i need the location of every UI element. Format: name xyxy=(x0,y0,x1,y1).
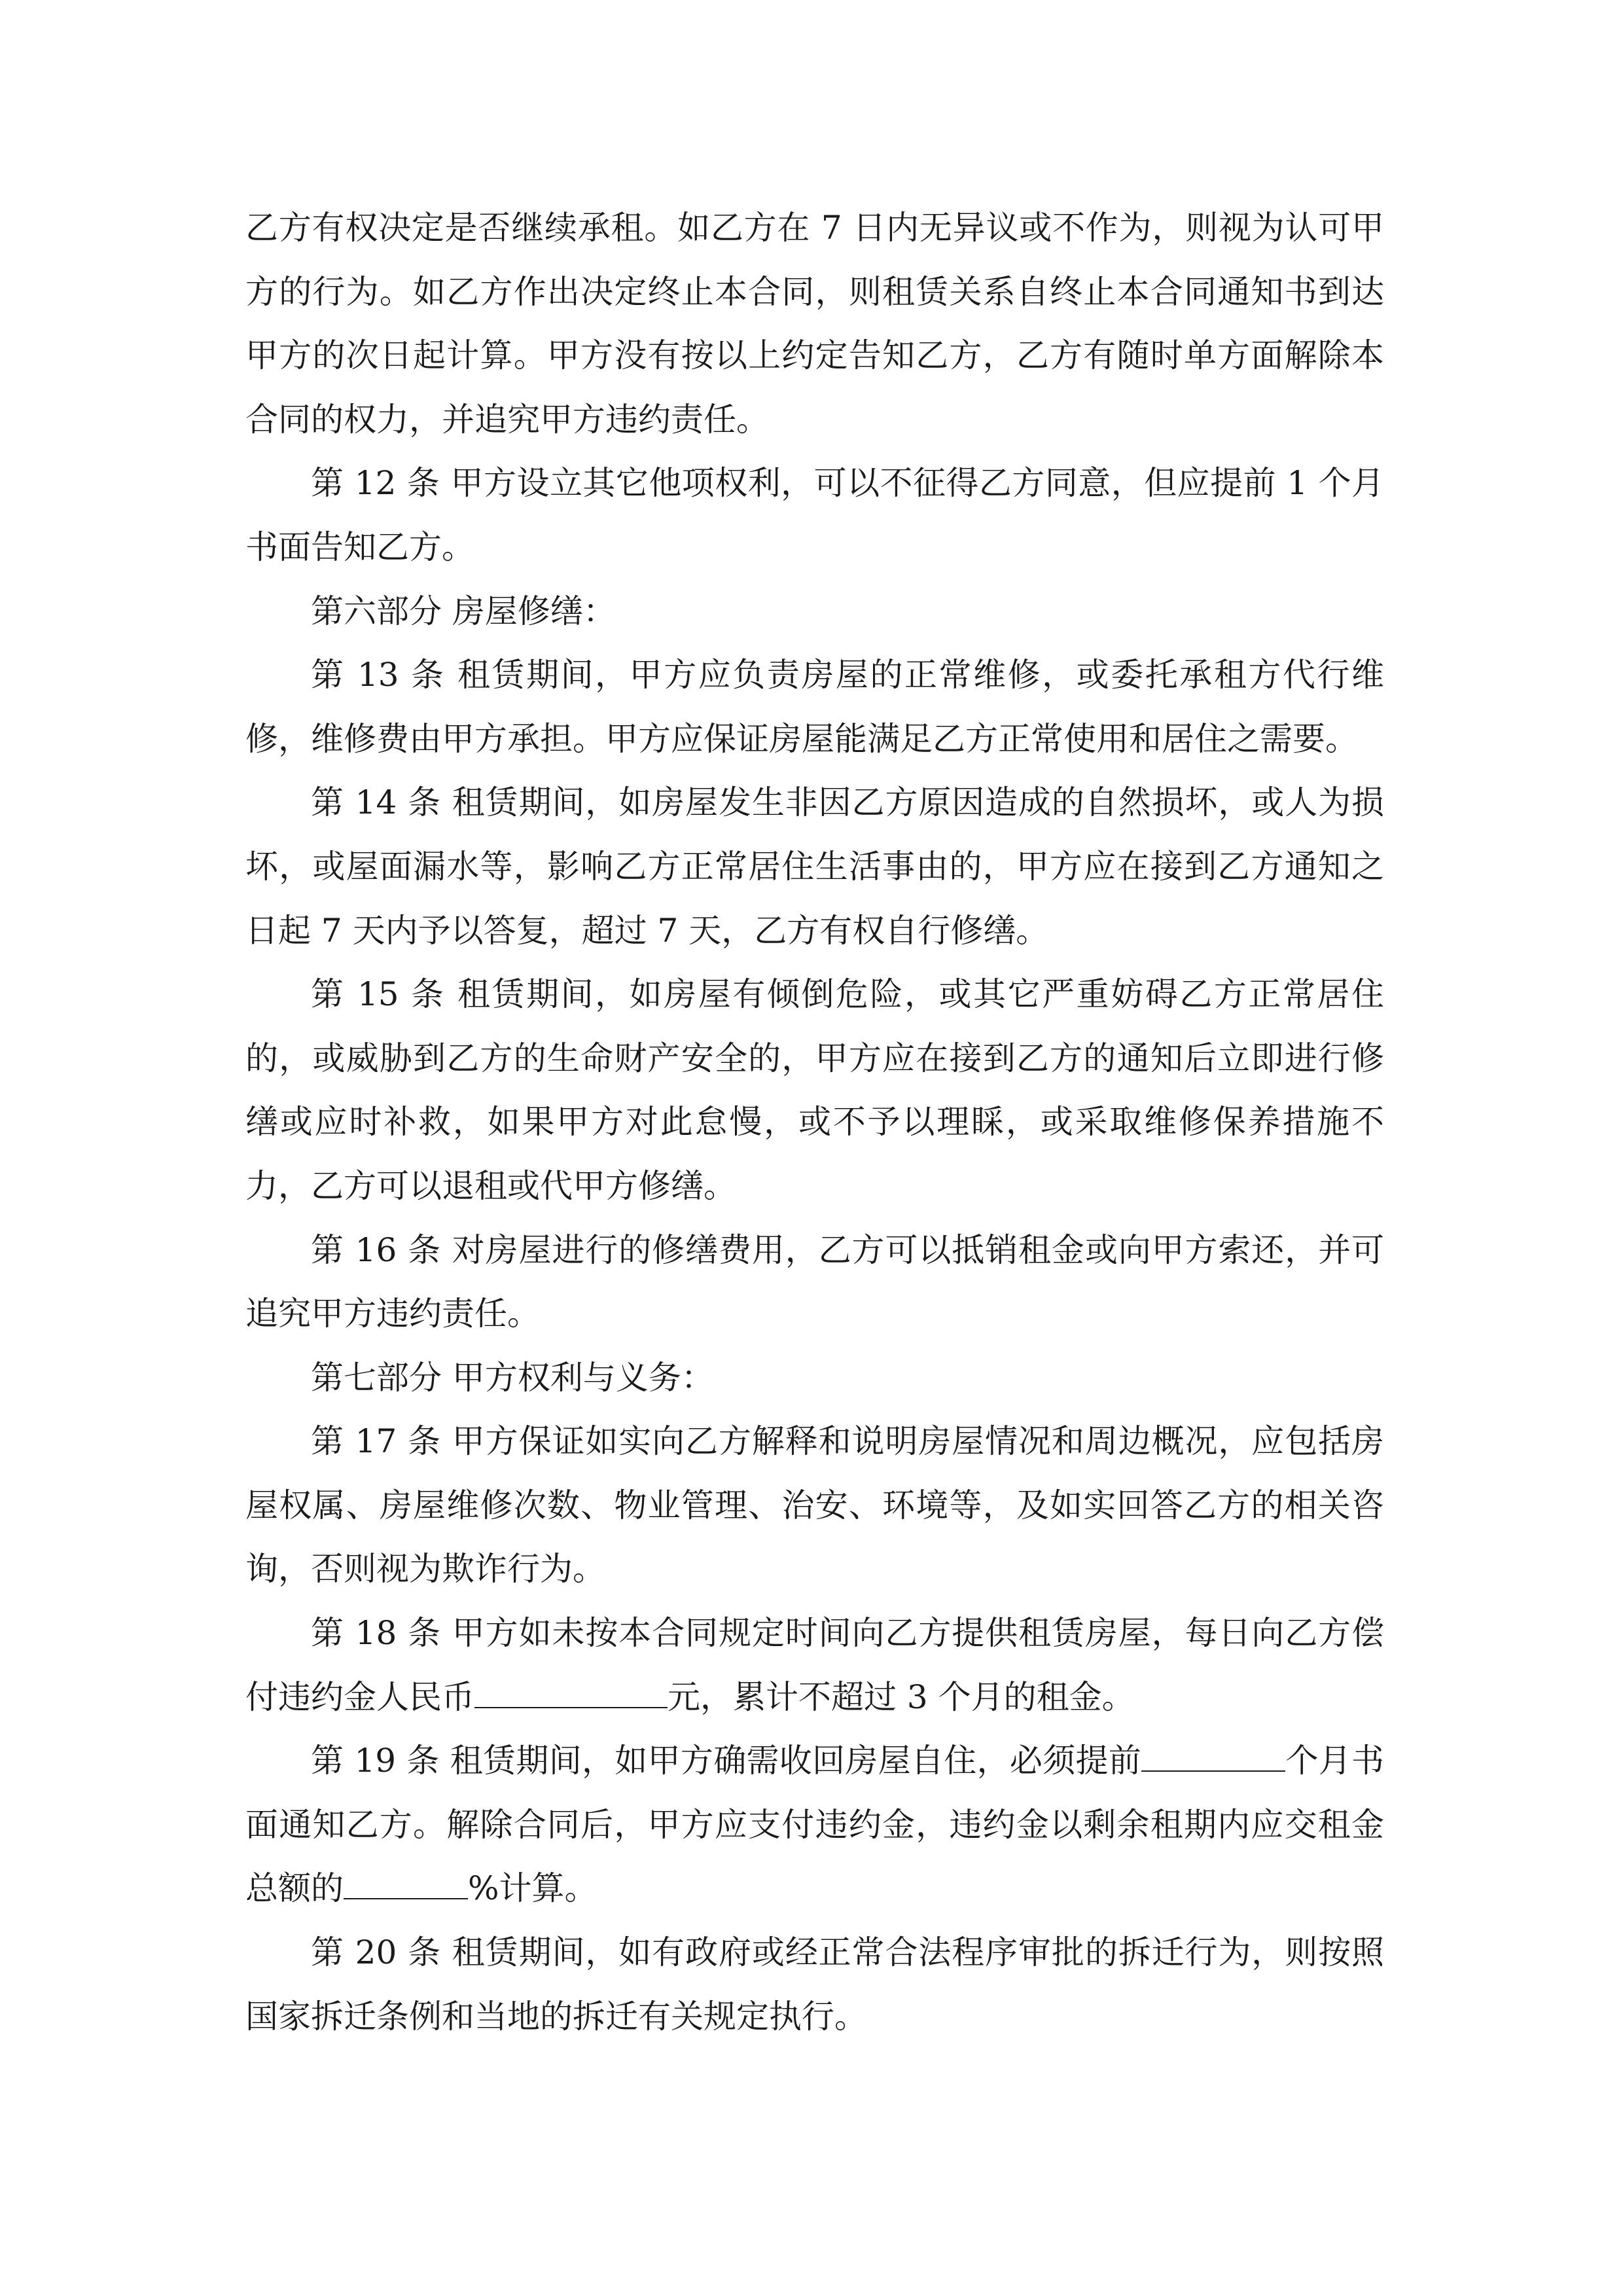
section-heading-part-6: 第六部分 房屋修缮： xyxy=(311,592,616,630)
article-18-text-before: 第 18 条 甲方如未按本合同规定时间向乙方提供租赁房屋，每日向乙方偿付违约金人民币 xyxy=(245,1614,1384,1716)
paragraph-article-18 xyxy=(245,1602,1384,1729)
notice-months-blank xyxy=(1141,1744,1285,1772)
penalty-amount-blank xyxy=(474,1681,668,1708)
paragraph-article-13: 第 13 条 租赁期间，甲方应负责房屋的正常维修，或委托承租方代行维修，维修费由甲方承担。甲方应保证房屋能满足乙方正常使用和居住之需要。 xyxy=(245,656,1384,758)
document-body xyxy=(245,196,1384,2049)
paragraph-article-11-continued: 乙方有权决定是否继续承租。如乙方在 7 日内无异议或不作为，则视为认可甲方的行为。如乙方作出决定终止本合同，则租赁关系自终止本合同通知书到达甲方的次日起计算。甲方没有按以上约定告知乙方，乙方有随时单方面解除本合同的权力，并追究甲方违约责任。 xyxy=(245,209,1384,439)
section-heading-part-7: 第七部分 甲方权利与义务： xyxy=(311,1358,714,1397)
paragraph-article-14: 第 14 条 租赁期间，如房屋发生非因乙方原因造成的自然损坏，或人为损坏，或屋面漏水等，影响乙方正常居住生活事由的，甲方应在接到乙方通知之日起 7 天内予以答复，超过 7 天，乙方有权自行修缮。 xyxy=(245,783,1384,950)
article-18-text-after: 元，累计不超过 3 个月的租金。 xyxy=(668,1677,1135,1716)
article-19-text-after: %计算。 xyxy=(468,1869,597,1908)
paragraph-article-16: 第 16 条 对房屋进行的修缮费用，乙方可以抵销租金或向甲方索还，并可追究甲方违约责任。 xyxy=(245,1230,1384,1333)
article-19-text-middle: 个月书面通知乙方。解除合同后，甲方应支付违约金，违约金以剩余租期内应交租金总额的 xyxy=(245,1742,1384,1908)
paragraph-article-17: 第 17 条 甲方保证如实向乙方解释和说明房屋情况和周边概况，应包括房屋权属、房屋维修次数、物业管理、治安、环境等，及如实回答乙方的相关咨询，否则视为欺诈行为。 xyxy=(245,1422,1384,1588)
penalty-percent-blank xyxy=(344,1872,468,1899)
paragraph-article-19 xyxy=(245,1729,1384,1921)
paragraph-article-15: 第 15 条 租赁期间，如房屋有倾倒危险，或其它严重妨碍乙方正常居住的，或威胁到乙方的生命财产安全的，甲方应在接到乙方的通知后立即进行修缮或应时补救，如果甲方对此怠慢，或不予以理睬，或采取维修保养措施不力，乙方可以退租或代甲方修缮。 xyxy=(245,975,1384,1205)
paragraph-article-20: 第 20 条 租赁期间，如有政府或经正常合法程序审批的拆迁行为，则按照国家拆迁条例和当地的拆迁有关规定执行。 xyxy=(245,1933,1384,2036)
paragraph-article-12: 第 12 条 甲方设立其它他项权利，可以不征得乙方同意，但应提前 1 个月书面告知乙方。 xyxy=(245,464,1384,566)
article-19-text-before: 第 19 条 租赁期间，如甲方确需收回房屋自住，必须提前 xyxy=(311,1742,1142,1780)
